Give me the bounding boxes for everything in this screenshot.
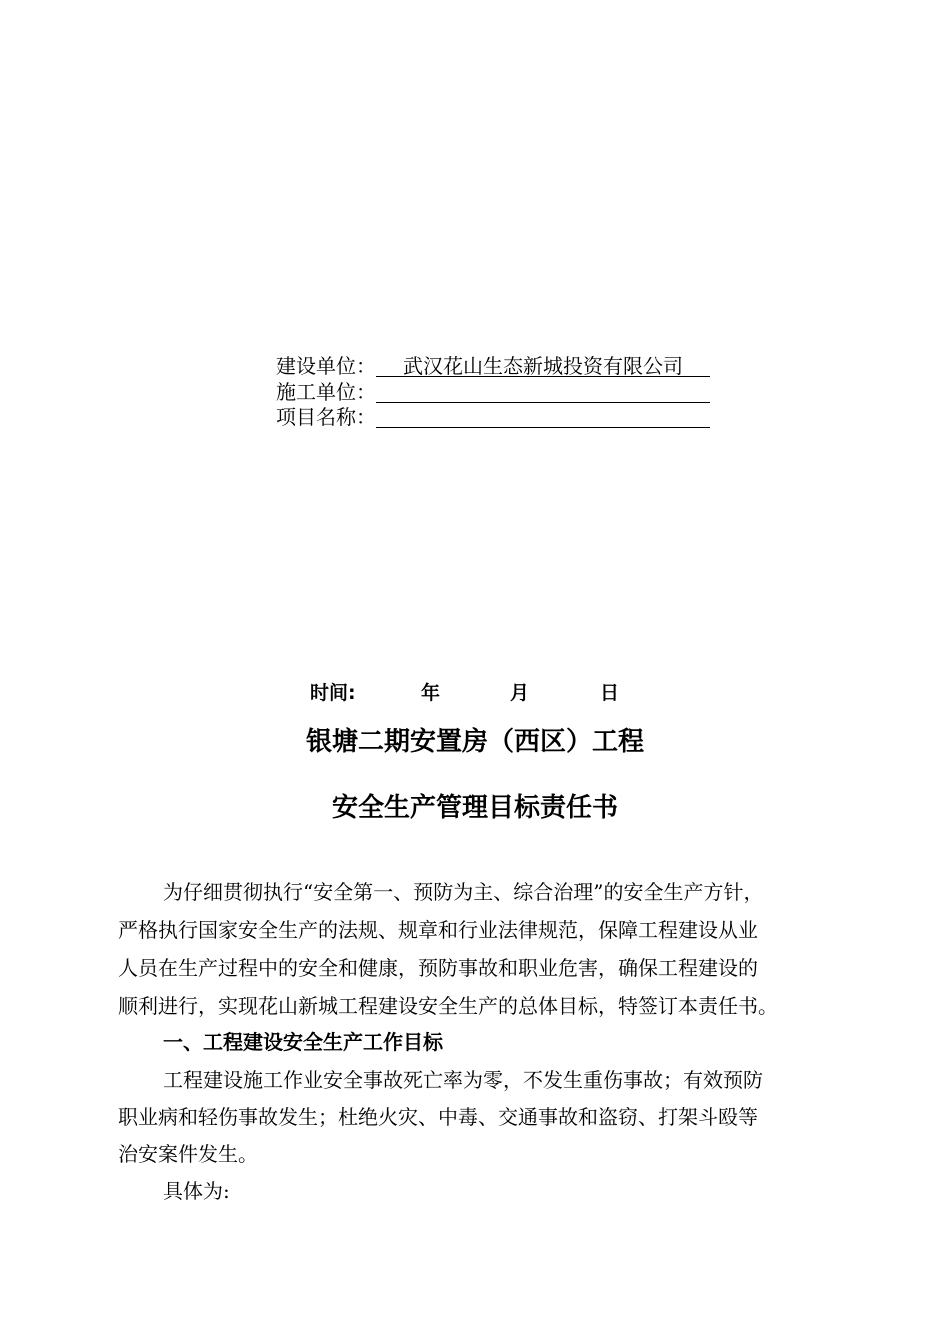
contractor-label: 施工单位： — [276, 380, 376, 404]
section-heading: 一、工程建设安全生产工作目标 — [163, 1030, 443, 1054]
intro-line: 严格执行国家安全生产的法规、规章和行业法律规范，保障工程建设从业 — [118, 918, 758, 942]
date-label: 时间: — [310, 682, 356, 704]
intro-line: 顺利进行，实现花山新城工程建设安全生产的总体目标，特签订本责任书。 — [118, 994, 778, 1018]
document-title: 银塘二期安置房（西区）工程 — [305, 727, 644, 757]
section-line: 工程建设施工作业安全事故死亡率为零，不发生重伤事故；有效预防 — [163, 1068, 763, 1092]
project-name-value — [376, 405, 710, 428]
section-line: 治安案件发生。 — [118, 1142, 258, 1166]
intro-line: 人员在生产过程中的安全和健康，预防事故和职业危害，确保工程建设的 — [118, 956, 758, 980]
contractor-row — [276, 380, 710, 404]
date-day: 日 — [600, 682, 620, 704]
date-month: 月 — [510, 682, 530, 704]
construction-unit-row — [276, 354, 710, 378]
project-name-label: 项目名称： — [276, 405, 376, 429]
construction-unit-label: 建设单位： — [276, 354, 376, 378]
document-subtitle: 安全生产管理目标责任书 — [331, 793, 618, 823]
date-year: 年 — [421, 682, 441, 704]
construction-unit-value: 武汉花山生态新城投资有限公司 — [376, 354, 710, 377]
intro-line: 为仔细贯彻执行“安全第一、预防为主、综合治理”的安全生产方针， — [163, 880, 764, 904]
specifics-label: 具体为: — [163, 1179, 230, 1203]
section-line: 职业病和轻伤事故发生；杜绝火灾、中毒、交通事故和盗窃、打架斗殴等 — [118, 1105, 758, 1129]
project-name-row — [276, 405, 710, 429]
contractor-value — [376, 380, 710, 403]
